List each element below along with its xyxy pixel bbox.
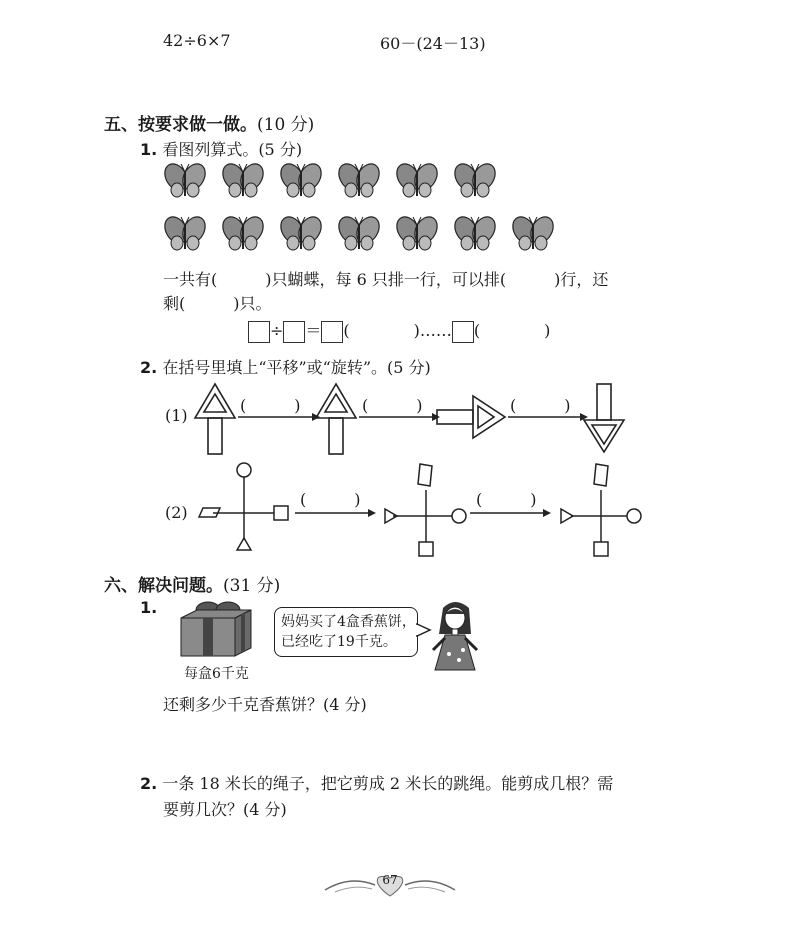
s5-q2-prompt bbox=[140, 355, 431, 378]
s6-q2-text-1: 一条 18 米长的绳子，把它剪成 2 米长的跳绳。能剪成几根？需 bbox=[162, 774, 614, 793]
girl-icon bbox=[425, 598, 485, 678]
section-6-score: (31 分) bbox=[223, 576, 281, 596]
butterfly-icon bbox=[218, 160, 267, 197]
s6-q2-number: 2. bbox=[140, 774, 158, 793]
s5-q1-equation bbox=[248, 318, 550, 343]
s5-q1-prompt bbox=[140, 137, 302, 160]
remainder-dots: …… bbox=[419, 321, 452, 340]
parallelogram-icon bbox=[418, 464, 432, 486]
butterfly-icon bbox=[334, 213, 383, 250]
row2-label: (2) bbox=[165, 503, 188, 522]
butterfly-group bbox=[0, 160, 800, 260]
butterfly-icon bbox=[392, 160, 441, 197]
s5-q1-text: 看图列算式。(5 分) bbox=[162, 140, 303, 159]
answer-box[interactable] bbox=[321, 321, 343, 343]
s6-q2-line1 bbox=[140, 771, 613, 794]
butterfly-icon bbox=[160, 160, 209, 197]
speech-line-2: 已经吃了19千克。 bbox=[281, 634, 397, 650]
row1-blank-1[interactable]: ( ) bbox=[240, 396, 301, 415]
arrow-up-icon bbox=[195, 384, 235, 418]
row2-figures bbox=[0, 462, 800, 562]
unit-blank[interactable]: ( ) bbox=[343, 321, 420, 340]
unit-blank[interactable]: ( ) bbox=[473, 321, 551, 340]
s5-q2-text: 在括号里填上“平移”或“旋转”。(5 分) bbox=[162, 358, 431, 377]
butterfly-icon bbox=[450, 213, 499, 250]
s5-q2-number: 2. bbox=[140, 358, 158, 377]
section-5-title: 五、按要求做一做。 bbox=[104, 115, 257, 135]
s5-q1-line2: 剩( )只。 bbox=[163, 294, 272, 313]
s6-q1-question: 还剩多少千克香蕉饼？(4 分) bbox=[163, 695, 367, 714]
section-5-heading bbox=[104, 110, 314, 135]
expression-1: 42÷6×7 bbox=[163, 31, 231, 50]
row2-blank-1[interactable]: ( ) bbox=[300, 490, 361, 509]
butterfly-icon bbox=[276, 160, 325, 197]
section-5-score: (10 分) bbox=[257, 115, 315, 135]
row1-figures bbox=[0, 380, 800, 460]
row1-blank-3[interactable]: ( ) bbox=[510, 396, 571, 415]
butterfly-icon bbox=[160, 213, 209, 250]
s5-q1-line1: 一共有( )只蝴蝶，每 6 只排一行，可以排( )行，还 bbox=[163, 270, 609, 289]
arrow-up-icon bbox=[316, 384, 356, 418]
butterfly-icon bbox=[218, 213, 267, 250]
divide-sign: ÷ bbox=[270, 321, 284, 340]
answer-box[interactable] bbox=[283, 321, 305, 343]
s6-q2-line2: 要剪几次？(4 分) bbox=[163, 800, 287, 819]
row1-label: (1) bbox=[165, 406, 188, 425]
butterfly-icon bbox=[334, 160, 383, 197]
speech-line-1: 妈妈买了4盒香蕉饼， bbox=[281, 614, 416, 630]
butterfly-icon bbox=[392, 213, 441, 250]
equals-sign: ＝ bbox=[305, 321, 322, 340]
answer-box[interactable] bbox=[452, 321, 474, 343]
s5-q1-number: 1. bbox=[140, 140, 158, 159]
section-6-title: 六、解决问题。 bbox=[104, 576, 223, 596]
butterfly-icon bbox=[450, 160, 499, 197]
page-number: 67 bbox=[382, 873, 398, 887]
s6-q1-number: 1. bbox=[140, 598, 158, 617]
butterfly-icon bbox=[276, 213, 325, 250]
gift-box-icon bbox=[175, 598, 265, 668]
speech-bubble bbox=[274, 607, 418, 657]
section-6-heading bbox=[104, 571, 280, 596]
row2-blank-2[interactable]: ( ) bbox=[476, 490, 537, 509]
row1-blank-2[interactable]: ( ) bbox=[362, 396, 423, 415]
expression-2: 60－(24－13) bbox=[380, 34, 486, 53]
answer-box[interactable] bbox=[248, 321, 270, 343]
butterfly-icon bbox=[508, 213, 557, 250]
box-caption: 每盒6千克 bbox=[184, 666, 249, 682]
